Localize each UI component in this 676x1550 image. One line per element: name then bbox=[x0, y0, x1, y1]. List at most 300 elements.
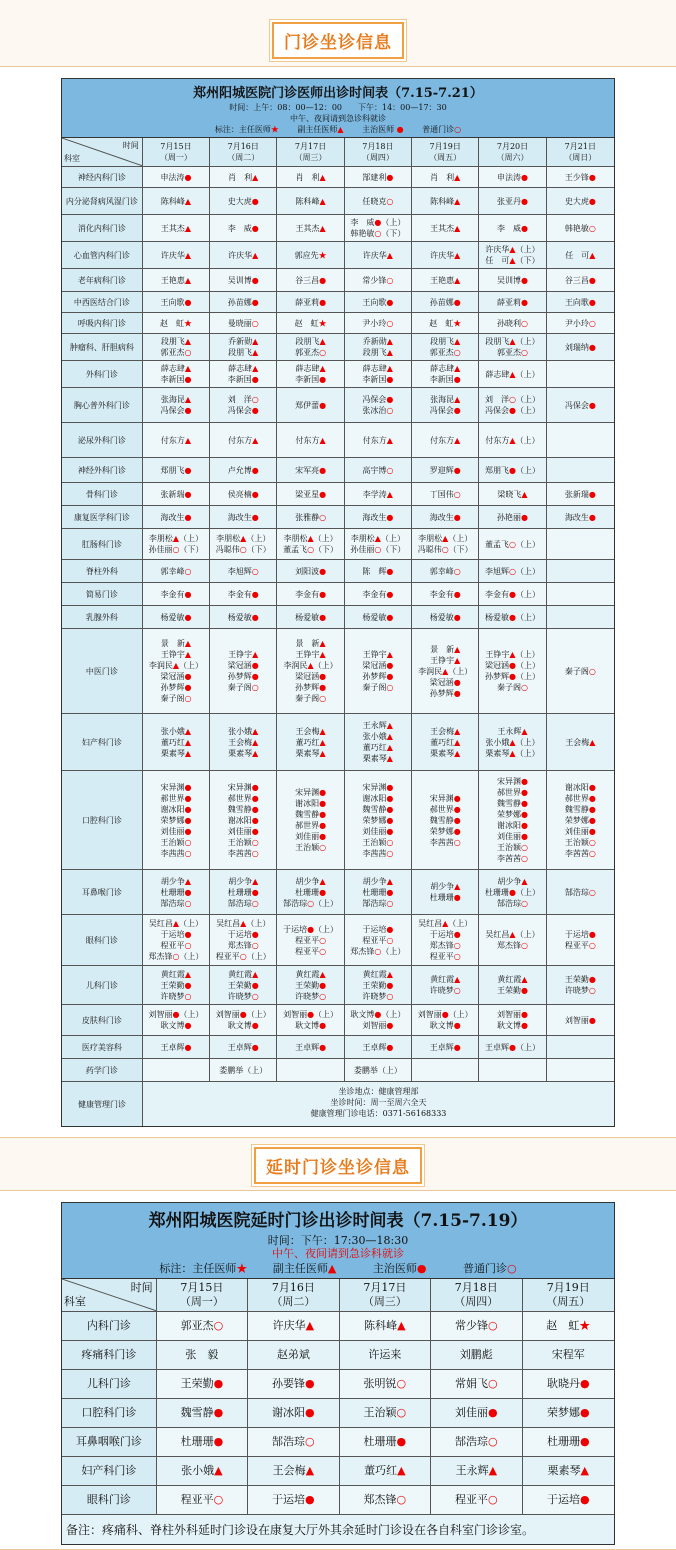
doctor-entry: 杨爱敏●（上） bbox=[485, 612, 540, 622]
doctor-entry: 韩艳敏○（下） bbox=[350, 229, 406, 238]
rank-mark: ▲ bbox=[252, 364, 259, 373]
rank-mark: ○ bbox=[454, 125, 462, 134]
schedule-cell bbox=[523, 1428, 614, 1456]
doctor-entry: 郭应先★ bbox=[294, 250, 327, 260]
doctor-entry: 荣梦娜● bbox=[362, 815, 394, 825]
schedule-cell bbox=[248, 1428, 339, 1456]
doctor-entry: 郑朋飞● bbox=[160, 465, 192, 475]
rank-mark: ● bbox=[453, 297, 461, 307]
doctor-entry: 程亚平○ bbox=[295, 946, 327, 956]
doctor-entry: 郑杰锋○ bbox=[497, 941, 528, 950]
doctor-entry: 梁冠涵● bbox=[227, 661, 259, 670]
rank-mark: ● bbox=[251, 980, 259, 990]
rank-mark: ● bbox=[521, 1021, 528, 1030]
schedule-cell bbox=[479, 167, 546, 187]
schedule-cell bbox=[345, 458, 412, 482]
schedule-cell bbox=[345, 771, 412, 869]
corner-dept-label: 科室 bbox=[64, 154, 80, 163]
doctor-entry: 宋异渊● bbox=[160, 782, 192, 792]
doctor-entry: 董巧红▲ bbox=[430, 737, 461, 747]
schedule-cell bbox=[210, 388, 277, 422]
schedule-cell bbox=[345, 606, 412, 628]
rank-mark: ▲ bbox=[589, 737, 596, 747]
doctor-entry: 王卓辉● bbox=[227, 1042, 259, 1052]
doctor-entry: 胡少争▲ bbox=[430, 882, 461, 891]
rank-mark: ● bbox=[386, 661, 394, 670]
schedule-cell bbox=[479, 458, 546, 482]
rank-mark: ● bbox=[251, 782, 259, 792]
health-management-row bbox=[62, 1081, 614, 1126]
doctor-entry: 娄鹏举（上） bbox=[219, 1065, 268, 1075]
schedule-cell bbox=[345, 1005, 412, 1035]
schedule-cell bbox=[547, 423, 614, 457]
doctor-entry: 张小娥▲ bbox=[362, 732, 393, 741]
doctor-entry: 谢冰阳● bbox=[564, 782, 596, 792]
doctor-entry: 张新瑞● bbox=[160, 489, 192, 499]
schedule-cell bbox=[210, 313, 277, 333]
schedule-cell bbox=[157, 1399, 248, 1427]
day-label: （周日） bbox=[564, 153, 597, 162]
schedule-cell bbox=[210, 334, 277, 360]
doctor-entry: 郑杰锋○ bbox=[227, 941, 259, 950]
schedule-cell bbox=[210, 506, 277, 528]
rank-mark: ▲ bbox=[454, 172, 461, 182]
doctor-entry: 董巧红▲ bbox=[364, 1464, 406, 1477]
schedule-cell bbox=[479, 388, 546, 422]
schedule-cell bbox=[412, 1059, 479, 1081]
rank-mark: ● bbox=[319, 821, 327, 830]
table-row bbox=[62, 606, 614, 629]
table-row bbox=[62, 1312, 614, 1341]
rank-mark: ▲ bbox=[319, 223, 326, 233]
doctor-entry: 梁冠涵● bbox=[160, 672, 192, 681]
doctor-entry: 黄红霞▲ bbox=[228, 969, 259, 979]
day-label: （周三） bbox=[294, 153, 327, 162]
doctor-entry: 许晓梦○ bbox=[227, 991, 259, 1001]
rank-mark: ○ bbox=[184, 848, 192, 858]
rank-mark: ○ bbox=[453, 952, 461, 961]
schedule-cell bbox=[143, 215, 210, 241]
doctor-entry: 郑杰锋○ bbox=[429, 941, 461, 950]
rank-mark: ○ bbox=[386, 275, 394, 285]
rank-mark: ○ bbox=[319, 348, 327, 357]
rank-mark: ▲ bbox=[184, 650, 192, 659]
doctor-entry: 王荣勤● bbox=[564, 975, 596, 984]
doctor-entry: 魏雪静● bbox=[497, 799, 528, 808]
doctor-entry: 李润民▲（上） bbox=[148, 661, 204, 670]
rank-mark: ▲ bbox=[252, 748, 259, 758]
doctor-entry: 付东方▲ bbox=[430, 435, 461, 445]
day-header bbox=[340, 1279, 431, 1311]
doctor-entry: 于运培●（上） bbox=[283, 924, 339, 934]
doctor-entry: 梁冠涵●（上） bbox=[485, 661, 540, 670]
doctor-entry: 张新瑞● bbox=[564, 489, 596, 499]
doctor-entry: 黄红霞▲ bbox=[295, 969, 326, 979]
schedule-cell bbox=[345, 529, 412, 559]
doctor-entry: 刘阳波● bbox=[295, 566, 327, 576]
rank-mark: ● bbox=[319, 275, 327, 285]
dept-name: 神经外科门诊 bbox=[62, 458, 143, 482]
table-row bbox=[62, 1428, 614, 1457]
schedule-cell bbox=[345, 242, 412, 268]
dept-name: 内分泌肾病风湿门诊 bbox=[62, 188, 143, 214]
extended-title: 郑州阳城医院延时门诊出诊时间表（7.15-7.19） bbox=[148, 1211, 528, 1231]
schedule-cell bbox=[143, 292, 210, 312]
doctor-entry: 栗素琴▲ bbox=[547, 1464, 589, 1477]
rank-mark: ▲ bbox=[184, 275, 192, 285]
rank-mark: ● bbox=[453, 677, 461, 687]
rank-mark: ▲ bbox=[386, 250, 393, 260]
doctor-entry: 杜珊珊● bbox=[363, 1435, 407, 1448]
doctor-entry: 李新国● bbox=[295, 375, 327, 384]
schedule-cell bbox=[143, 1059, 210, 1081]
doctor-entry: 王治颖○ bbox=[160, 837, 192, 847]
health-time: 坐诊时间：周一至周六全天 bbox=[330, 1098, 427, 1107]
schedule-cell bbox=[345, 915, 412, 965]
dept-name: 中西医结合门诊 bbox=[62, 292, 143, 312]
doctor-entry: 王卓辉● bbox=[160, 1042, 192, 1052]
rank-mark: ○ bbox=[184, 941, 192, 950]
day-label: 7月21日 bbox=[564, 142, 596, 151]
schedule-cell bbox=[345, 506, 412, 528]
schedule-cell bbox=[547, 506, 614, 528]
rank-mark: ● bbox=[319, 566, 327, 576]
schedule-cell bbox=[479, 714, 546, 770]
schedule-cell bbox=[412, 188, 479, 214]
schedule-cell bbox=[277, 483, 344, 505]
dept-name: 儿科门诊 bbox=[62, 1370, 157, 1398]
doctor-entry: 董巧红▲ bbox=[362, 743, 393, 752]
rank-mark: ▲ bbox=[307, 661, 314, 670]
schedule-cell bbox=[210, 423, 277, 457]
schedule-cell bbox=[143, 771, 210, 869]
doctor-entry: 王荣勤● bbox=[295, 980, 327, 990]
rank-mark: ● bbox=[251, 406, 259, 415]
rank-mark: ● bbox=[319, 887, 327, 897]
schedule-cell bbox=[479, 361, 546, 387]
dept-name: 眼科门诊 bbox=[62, 1486, 157, 1514]
doctor-entry: 王荣勤● bbox=[497, 986, 528, 995]
dept-name: 骨科门诊 bbox=[62, 483, 143, 505]
doctor-entry: 郜浩琮○ bbox=[160, 898, 192, 908]
section-title-outpatient bbox=[0, 22, 676, 59]
rank-mark: ▲ bbox=[184, 726, 192, 736]
schedule-cell bbox=[277, 606, 344, 628]
dept-name: 乳腺外科 bbox=[62, 606, 143, 628]
dept-name: 耳鼻咽喉门诊 bbox=[62, 1428, 157, 1456]
rank-mark: ▲ bbox=[589, 250, 596, 260]
extended-emergency-note: 中午、夜间请到急诊科就诊 bbox=[272, 1247, 404, 1260]
schedule-cell bbox=[143, 313, 210, 333]
doctor-entry: 谢冰阳● bbox=[497, 821, 528, 830]
schedule-cell bbox=[157, 1341, 248, 1369]
doctor-entry: 杜珊珊●（上） bbox=[485, 887, 540, 897]
rank-mark: ● bbox=[319, 788, 327, 797]
day-label: （周六） bbox=[496, 153, 529, 162]
rank-mark: ▲ bbox=[454, 196, 461, 206]
doctor-entry: 段朋飞▲ bbox=[228, 348, 259, 357]
rank-mark: ▲ bbox=[386, 969, 393, 979]
doctor-entry: 谷三昌● bbox=[295, 275, 327, 285]
schedule-cell bbox=[210, 915, 277, 965]
rank-mark: ★ bbox=[236, 1262, 248, 1275]
section-title-label: 延时门诊坐诊信息 bbox=[254, 1147, 422, 1184]
schedule-cell bbox=[143, 388, 210, 422]
doctor-entry: 王铮宇▲ bbox=[160, 650, 192, 659]
doctor-entry: 段朋飞▲ bbox=[430, 337, 461, 346]
rank-mark: ● bbox=[386, 1021, 394, 1030]
day-label: 7月19日 bbox=[546, 1281, 590, 1294]
doctor-entry: 李金有● bbox=[160, 589, 192, 599]
doctor-entry: 王治颖○ bbox=[363, 1406, 407, 1419]
doctor-entry: 刘智丽● bbox=[362, 1021, 394, 1030]
rank-mark: ● bbox=[184, 465, 192, 475]
doctor-entry: 薛志肆▲ bbox=[430, 364, 461, 373]
doctor-entry: 耿文博●（上） bbox=[350, 1010, 406, 1019]
doctor-entry: 李新国● bbox=[429, 375, 461, 384]
doctor-entry: 吴训博● bbox=[497, 275, 528, 285]
doctor-entry: 耿文博● bbox=[497, 1021, 528, 1030]
table-row bbox=[62, 269, 614, 292]
schedule-cell bbox=[157, 1486, 248, 1514]
rank-mark: ▲ bbox=[319, 748, 326, 758]
dept-name: 耳鼻喉门诊 bbox=[62, 870, 143, 914]
schedule-cell bbox=[479, 966, 546, 1004]
rank-mark: ● bbox=[251, 612, 259, 622]
dept-name: 肿瘤科、肝胆病科 bbox=[62, 334, 143, 360]
doctor-entry: 赵 虹★ bbox=[546, 1319, 591, 1332]
doctor-entry: 侯亮楠● bbox=[227, 489, 259, 499]
rank-mark: ▲ bbox=[184, 395, 192, 404]
schedule-cell bbox=[431, 1428, 522, 1456]
schedule-cell bbox=[412, 423, 479, 457]
legend-general: 普通门诊○ bbox=[422, 125, 462, 134]
rank-mark: ○ bbox=[386, 837, 394, 847]
schedule-cell bbox=[345, 292, 412, 312]
rank-mark: ● bbox=[396, 1435, 407, 1448]
rank-mark: ○ bbox=[305, 1435, 315, 1448]
schedule-cell bbox=[340, 1399, 431, 1427]
schedule-cell bbox=[412, 506, 479, 528]
schedule-cell bbox=[412, 1005, 479, 1035]
doctor-entry: 谢冰阳● bbox=[362, 793, 394, 803]
schedule-cell bbox=[547, 629, 614, 713]
rank-mark: ▲ bbox=[521, 489, 528, 499]
schedule-cell bbox=[345, 388, 412, 422]
rank-mark: ● bbox=[184, 1042, 192, 1052]
day-header bbox=[277, 138, 344, 166]
doctor-entry: 王少锋● bbox=[564, 172, 596, 182]
doctor-entry: 郭亚杰○ bbox=[497, 348, 528, 357]
rank-mark: ● bbox=[509, 612, 516, 622]
doctor-entry: 张明锐○ bbox=[363, 1377, 407, 1390]
doctor-entry: 李金有● bbox=[362, 589, 394, 599]
doctor-entry: 刘鹏彪 bbox=[459, 1348, 493, 1361]
schedule-cell bbox=[345, 714, 412, 770]
rank-mark: ● bbox=[487, 1406, 498, 1419]
rank-mark: ● bbox=[386, 375, 394, 384]
rank-mark: ● bbox=[521, 275, 528, 285]
doctor-entry: 魏雪静● bbox=[362, 804, 394, 814]
doctor-entry: 王卓辉● bbox=[362, 1042, 394, 1052]
schedule-cell bbox=[277, 1036, 344, 1058]
legend-chief: 标注：主任医师★ bbox=[214, 125, 279, 134]
rank-mark: ★ bbox=[453, 318, 462, 328]
rank-mark: ▲ bbox=[386, 435, 393, 445]
doctor-entry: 李旭辉○ bbox=[227, 566, 259, 576]
rank-mark: ▲ bbox=[442, 919, 449, 928]
schedule-cell bbox=[143, 629, 210, 713]
rank-mark: ● bbox=[453, 512, 461, 522]
dept-name: 胸心普外科门诊 bbox=[62, 388, 143, 422]
rank-mark: ● bbox=[453, 793, 461, 803]
doctor-entry: 王会梅▲ bbox=[272, 1464, 315, 1477]
rank-mark: ● bbox=[319, 1021, 327, 1030]
extended-grid bbox=[62, 1279, 614, 1514]
rank-mark: ○ bbox=[251, 941, 259, 950]
legend-chief: 标注：主任医师★ bbox=[159, 1262, 248, 1275]
doctor-entry: 胡少争▲ bbox=[362, 876, 393, 886]
rank-mark: ○ bbox=[251, 395, 259, 404]
doctor-entry: 郭亚杰○ bbox=[295, 348, 327, 357]
rank-mark: ● bbox=[319, 672, 327, 681]
rank-mark: ● bbox=[453, 1042, 461, 1052]
doctor-entry: 薛亚莉● bbox=[295, 297, 327, 307]
rank-mark: ▲ bbox=[252, 650, 259, 659]
dept-name: 肛肠科门诊 bbox=[62, 529, 143, 559]
legend-associate: 副主任医师▲ bbox=[297, 125, 344, 134]
doctor-entry: 栗素琴▲ bbox=[160, 748, 192, 758]
day-header bbox=[157, 1279, 248, 1311]
schedule-cell bbox=[547, 167, 614, 187]
doctor-entry: 杨爱敏● bbox=[295, 612, 327, 622]
doctor-entry: 耿文博● bbox=[429, 1021, 461, 1030]
doctor-entry: 段朋飞▲ bbox=[362, 348, 393, 357]
doctor-entry: 王其杰▲ bbox=[430, 223, 461, 233]
rank-mark: ▲ bbox=[509, 435, 516, 445]
doctor-entry: 陈 辉● bbox=[362, 566, 394, 576]
rank-mark: ● bbox=[588, 512, 596, 522]
schedule-cell bbox=[345, 629, 412, 713]
doctor-entry: 张亚丹● bbox=[497, 196, 528, 206]
doctor-entry: 常少锋○ bbox=[362, 275, 394, 285]
doctor-entry: 李茜茜○ bbox=[227, 848, 259, 858]
schedule-cell bbox=[412, 242, 479, 268]
schedule-cell bbox=[345, 1059, 412, 1081]
rank-mark: ○ bbox=[319, 946, 327, 956]
rank-mark: ● bbox=[579, 1406, 590, 1419]
schedule-cell bbox=[277, 966, 344, 1004]
doctor-entry: 冯聪伟○（下） bbox=[417, 545, 473, 554]
rank-mark: ● bbox=[521, 777, 528, 786]
schedule-cell bbox=[143, 714, 210, 770]
doctor-entry: 许庆华▲ bbox=[362, 250, 393, 260]
rank-mark: ● bbox=[521, 799, 528, 808]
outpatient-schedule-table bbox=[61, 78, 615, 1127]
schedule-cell bbox=[547, 714, 614, 770]
rank-mark: ○ bbox=[396, 1377, 407, 1390]
schedule-cell bbox=[479, 1059, 546, 1081]
dept-name: 神经内科门诊 bbox=[62, 167, 143, 187]
doctor-entry: 魏雪静● bbox=[429, 815, 461, 825]
rank-mark: ● bbox=[184, 589, 192, 599]
doctor-entry: 荣梦娜● bbox=[564, 815, 596, 825]
doctor-entry: 郭幸峰○ bbox=[429, 566, 461, 576]
doctor-entry: 常少锋○ bbox=[454, 1319, 498, 1332]
rank-mark: ○ bbox=[172, 545, 180, 554]
rank-mark: ▲ bbox=[240, 534, 247, 543]
schedule-cell bbox=[277, 771, 344, 869]
day-label: （周五） bbox=[546, 1295, 591, 1308]
doctor-entry: 丁国伟○ bbox=[429, 489, 461, 499]
rank-mark: ★ bbox=[318, 250, 327, 260]
rank-mark: ● bbox=[184, 887, 192, 897]
schedule-cell bbox=[547, 606, 614, 628]
schedule-cell bbox=[277, 458, 344, 482]
doctor-entry: 冯保会● bbox=[564, 400, 596, 410]
rank-mark: ● bbox=[374, 1010, 382, 1019]
doctor-entry: 常娟飞○ bbox=[454, 1377, 498, 1390]
schedule-cell bbox=[479, 606, 546, 628]
doctor-entry: 郑杰锋○ bbox=[363, 1493, 407, 1506]
rank-mark: ● bbox=[588, 826, 596, 836]
rank-mark: ● bbox=[521, 196, 528, 206]
dept-name: 泌尿外科门诊 bbox=[62, 423, 143, 457]
table-row bbox=[62, 388, 614, 423]
doctor-entry: 宋异渊● bbox=[227, 782, 259, 792]
schedule-cell bbox=[345, 423, 412, 457]
schedule-cell bbox=[479, 1005, 546, 1035]
schedule-cell bbox=[412, 771, 479, 869]
doctor-entry: 宋异渊● bbox=[295, 788, 327, 797]
doctor-entry: 肖 利▲ bbox=[430, 172, 461, 182]
rank-mark: ○ bbox=[506, 1262, 517, 1275]
rank-mark: ● bbox=[305, 1377, 315, 1390]
rank-mark: ● bbox=[386, 297, 394, 307]
doctor-entry: 薛亚莉● bbox=[497, 297, 528, 307]
doctor-entry: 郝世界● bbox=[429, 804, 461, 814]
table-row bbox=[62, 1059, 614, 1081]
schedule-cell bbox=[143, 606, 210, 628]
doctor-entry: 付东方▲（上） bbox=[485, 435, 540, 445]
doctor-entry: 王治颖○ bbox=[362, 837, 394, 847]
rank-mark: ○ bbox=[319, 991, 327, 1001]
rank-mark: ○ bbox=[521, 941, 528, 950]
dept-name: 心血管内科门诊 bbox=[62, 242, 143, 268]
day-header-row bbox=[62, 1279, 614, 1312]
schedule-cell bbox=[523, 1457, 614, 1485]
corner-cell bbox=[62, 138, 143, 166]
rank-mark: ● bbox=[251, 815, 259, 825]
doctor-entry: 肖 利▲ bbox=[228, 172, 259, 182]
doctor-entry: 许晓梦○ bbox=[362, 991, 394, 1001]
rank-mark: ● bbox=[521, 172, 528, 182]
rank-mark: ▲ bbox=[319, 196, 326, 206]
schedule-cell bbox=[248, 1399, 339, 1427]
rank-mark: ○ bbox=[509, 566, 516, 576]
doctor-entry: 许庆华▲（上） bbox=[485, 245, 540, 254]
rank-mark: ○ bbox=[386, 935, 394, 945]
rank-mark: ● bbox=[453, 688, 461, 698]
day-label: （周二） bbox=[271, 1295, 316, 1308]
doctor-entry: 韩艳敏○ bbox=[564, 223, 596, 233]
rank-mark: ○ bbox=[386, 406, 394, 415]
rank-mark: ○ bbox=[307, 898, 315, 908]
schedule-cell bbox=[479, 771, 546, 869]
doctor-entry: 程亚平○ bbox=[295, 935, 327, 945]
rank-mark: ○ bbox=[319, 694, 327, 703]
doctor-entry: 段朋飞▲ bbox=[160, 337, 192, 346]
